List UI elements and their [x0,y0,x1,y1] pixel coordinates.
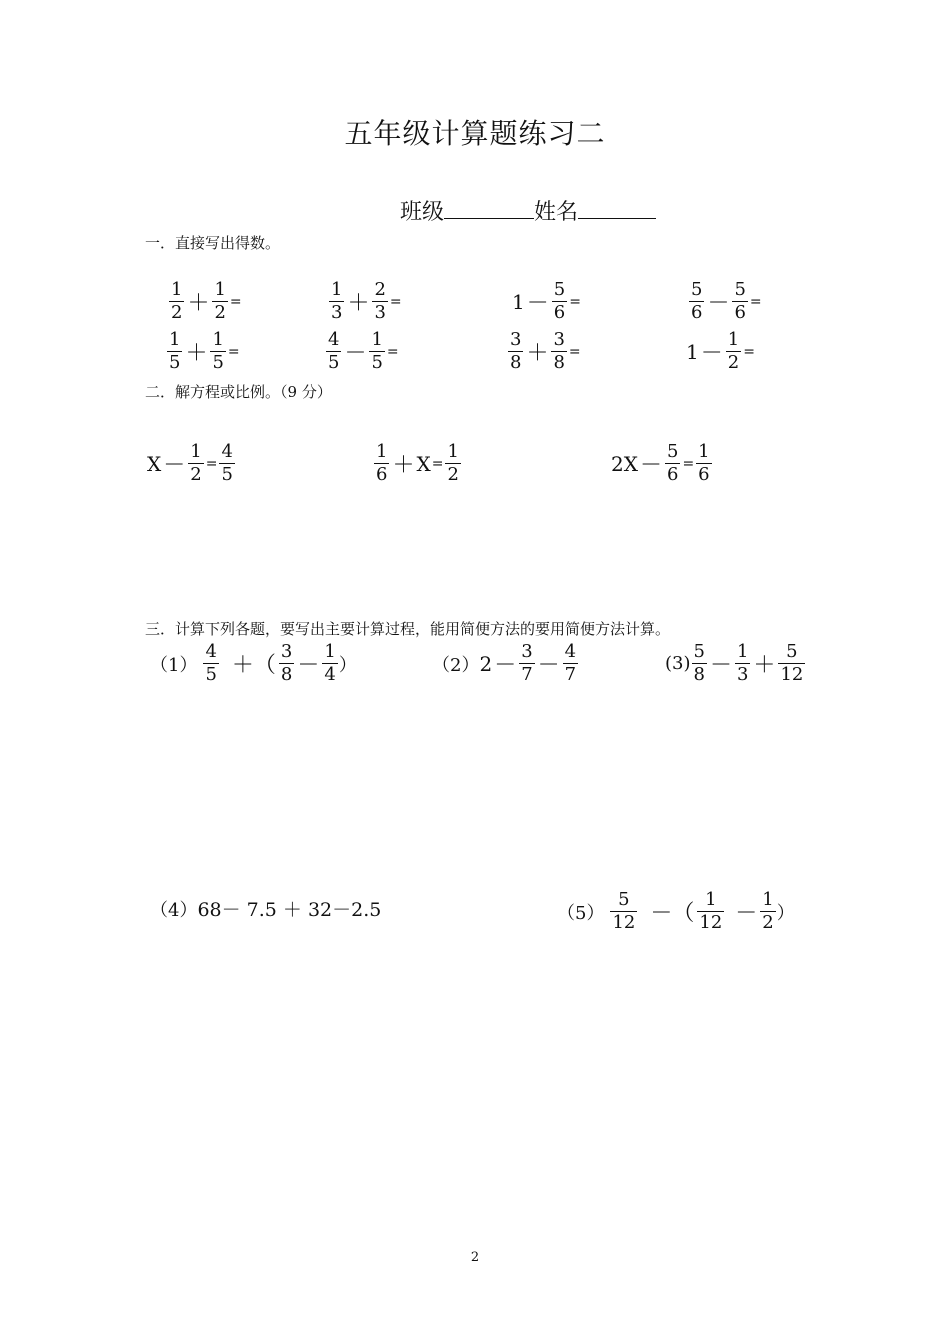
fraction: $\frac{5}{6}$ [666,441,679,485]
s3-problem-4: （4） 68－ 7.5 ＋ 32－2.5 [150,895,381,922]
fraction: $\frac{5}{8}$ [693,641,705,685]
fraction: $\frac{1}{2}$ [727,329,740,373]
s3-problem-2: （2） 2 － $\frac{3}{7}$ － $\frac{4}{7}$ [432,641,577,685]
expression: 68－ 7.5 ＋ 32－2.5 [197,899,382,921]
fraction: $\frac{5}{6}$ [553,279,566,323]
fraction: $\frac{2}{3}$ [374,279,386,323]
fraction: $\frac{1}{2}$ [762,889,774,933]
name-blank[interactable] [578,192,656,219]
s1-item-2: $\frac{1}{3}$ ＋ $\frac{2}{3}$ = [331,279,402,323]
fraction: $\frac{1}{2}$ [190,441,202,485]
name-label: 姓名 [534,200,579,225]
fraction: $\frac{5}{6}$ [734,279,746,323]
s1-item-4: $\frac{5}{6}$ － $\frac{5}{6}$ = [691,279,762,323]
s1-item-6: $\frac{4}{5}$ － $\frac{1}{5}$ = [328,329,399,373]
fraction: $\frac{5}{12}$ [612,889,636,933]
fraction: $\frac{1}{2}$ [447,441,459,485]
student-info [400,192,656,226]
s1-item-3: 1 － $\frac{5}{6}$ = [512,279,581,323]
fraction: $\frac{1}{12}$ [699,889,723,933]
fraction: $\frac{1}{3}$ [736,641,749,685]
s1-item-7: $\frac{3}{8}$ ＋ $\frac{3}{8}$ = [510,329,581,373]
s1-item-8: 1 － $\frac{1}{2}$ = [686,329,755,373]
fraction: $\frac{1}{3}$ [331,279,343,323]
fraction: $\frac{4}{5}$ [205,641,217,685]
fraction: $\frac{1}{5}$ [212,329,224,373]
fraction: $\frac{1}{6}$ [698,441,710,485]
s3-problem-1: （1） $\frac{4}{5}$ ＋（ $\frac{3}{8}$ － $\frac{1}{4}$ ） [150,641,357,685]
section1-heading: 一．直接写出得数。 [145,234,281,252]
class-label: 班级 [400,200,445,225]
fraction: $\frac{1}{6}$ [376,441,388,485]
fraction: $\frac{4}{7}$ [564,641,577,685]
page-number: 2 [470,1250,480,1265]
fraction: $\frac{5}{6}$ [691,279,703,323]
fraction: $\frac{3}{8}$ [510,329,522,373]
s3-problem-5: （5） $\frac{5}{12}$ －（ $\frac{1}{12}$ － $\frac{1}{2}$ ） [557,889,795,933]
s3-problem-3: (3) $\frac{5}{8}$ － $\frac{1}{3}$ ＋ $\frac{5}{12}$ [665,641,804,685]
fraction: $\frac{1}{2}$ [214,279,226,323]
fraction: $\frac{1}{2}$ [171,279,183,323]
s2-equation-2: $\frac{1}{6}$ ＋ X = $\frac{1}{2}$ [376,441,459,485]
fraction: $\frac{4}{5}$ [221,441,233,485]
section2-heading: 二．解方程或比例。（9 分） [145,383,332,401]
s1-item-5: $\frac{1}{5}$ ＋ $\frac{1}{5}$ = [169,329,240,373]
section3-heading: 三．计算下列各题，要写出主要计算过程，能用简便方法的要用简便方法计算。 [145,620,671,638]
fraction: $\frac{5}{12}$ [780,641,804,685]
page-title: 五年级计算题练习二 [344,117,606,150]
fraction: $\frac{1}{5}$ [371,329,383,373]
fraction: $\frac{4}{5}$ [328,329,340,373]
s1-item-1: $\frac{1}{2}$ ＋ $\frac{1}{2}$ = [171,279,242,323]
fraction: $\frac{3}{8}$ [553,329,565,373]
fraction: $\frac{1}{4}$ [324,641,336,685]
fraction: $\frac{3}{8}$ [280,641,293,685]
fraction: $\frac{3}{7}$ [521,641,533,685]
fraction: $\frac{1}{5}$ [169,329,181,373]
class-blank[interactable] [444,192,534,219]
s2-equation-1: X － $\frac{1}{2}$ = $\frac{4}{5}$ [147,441,233,485]
s2-equation-3: 2X － $\frac{5}{6}$ = $\frac{1}{6}$ [611,441,710,485]
